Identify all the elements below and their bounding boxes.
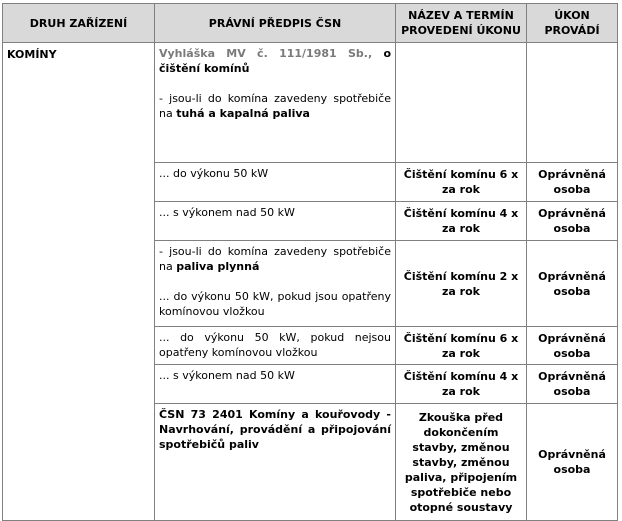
fuel-type: tuhá a kapalná paliva <box>176 107 310 120</box>
task-cell <box>396 43 527 163</box>
fuel-type: paliva plynná <box>176 260 260 273</box>
law-cell: ... s výkonem nad 50 kW <box>155 365 396 404</box>
who-cell: Oprávněná osoba <box>527 163 618 202</box>
device-cell: KOMÍNY <box>3 43 155 521</box>
fuel-condition: - jsou-li do komína zavedeny spotřebiče na tuhá a kapalná paliva <box>159 92 391 120</box>
who-cell: Oprávněná osoba <box>527 241 618 327</box>
law-cell: ... do výkonu 50 kW <box>155 163 396 202</box>
task-cell: Čištění komínu 6 x za rok <box>396 163 527 202</box>
regulation-table <box>2 3 618 521</box>
header-who: ÚKON PROVÁDÍ <box>527 4 618 43</box>
who-cell: Oprávněná osoba <box>527 202 618 241</box>
task-cell: Zkouška před dokončením stavby, změnou stavby, změnou paliva, připojením spotřebiče nebo otopné soustavy <box>396 404 527 521</box>
header-task: NÁZEV A TERMÍN PROVEDENÍ ÚKONU <box>396 4 527 43</box>
who-cell <box>527 43 618 163</box>
law-title <box>159 46 391 76</box>
task-cell: Čištění komínu 6 x za rok <box>396 327 527 365</box>
header-device: DRUH ZAŘÍZENÍ <box>3 4 155 43</box>
who-cell: Oprávněná osoba <box>527 327 618 365</box>
law-cell <box>155 241 396 327</box>
header-law: PRÁVNÍ PŘEDPIS ČSN <box>155 4 396 43</box>
power-condition: ... do výkonu 50 kW, pokud jsou opatřeny komínovou vložkou <box>159 290 391 318</box>
task-cell: Čištění komínu 4 x za rok <box>396 202 527 241</box>
law-name: Vyhláška MV č. 111/1981 Sb. <box>159 47 368 60</box>
table-row <box>3 43 618 163</box>
law-cell: ... do výkonu 50 kW, pokud nejsou opatřeny komínovou vložkou <box>155 327 396 365</box>
header-row <box>3 4 618 43</box>
law-cell <box>155 43 396 163</box>
who-cell: Oprávněná osoba <box>527 365 618 404</box>
task-cell: Čištění komínu 4 x za rok <box>396 365 527 404</box>
law-cell: ... s výkonem nad 50 kW <box>155 202 396 241</box>
fuel-condition: - jsou-li do komína zavedeny spotřebiče na paliva plynná <box>159 245 391 273</box>
task-cell: Čištění komínu 2 x za rok <box>396 241 527 327</box>
law-rest: o čištění komínů <box>159 47 392 75</box>
law-cell <box>155 404 396 521</box>
who-cell: Oprávněná osoba <box>527 404 618 521</box>
standard-title: ČSN 73 2401 Komíny a kouřovody - Navrhování, provádění a připojování spotřebičů paliv <box>159 408 391 451</box>
law-separator: , <box>367 47 373 60</box>
